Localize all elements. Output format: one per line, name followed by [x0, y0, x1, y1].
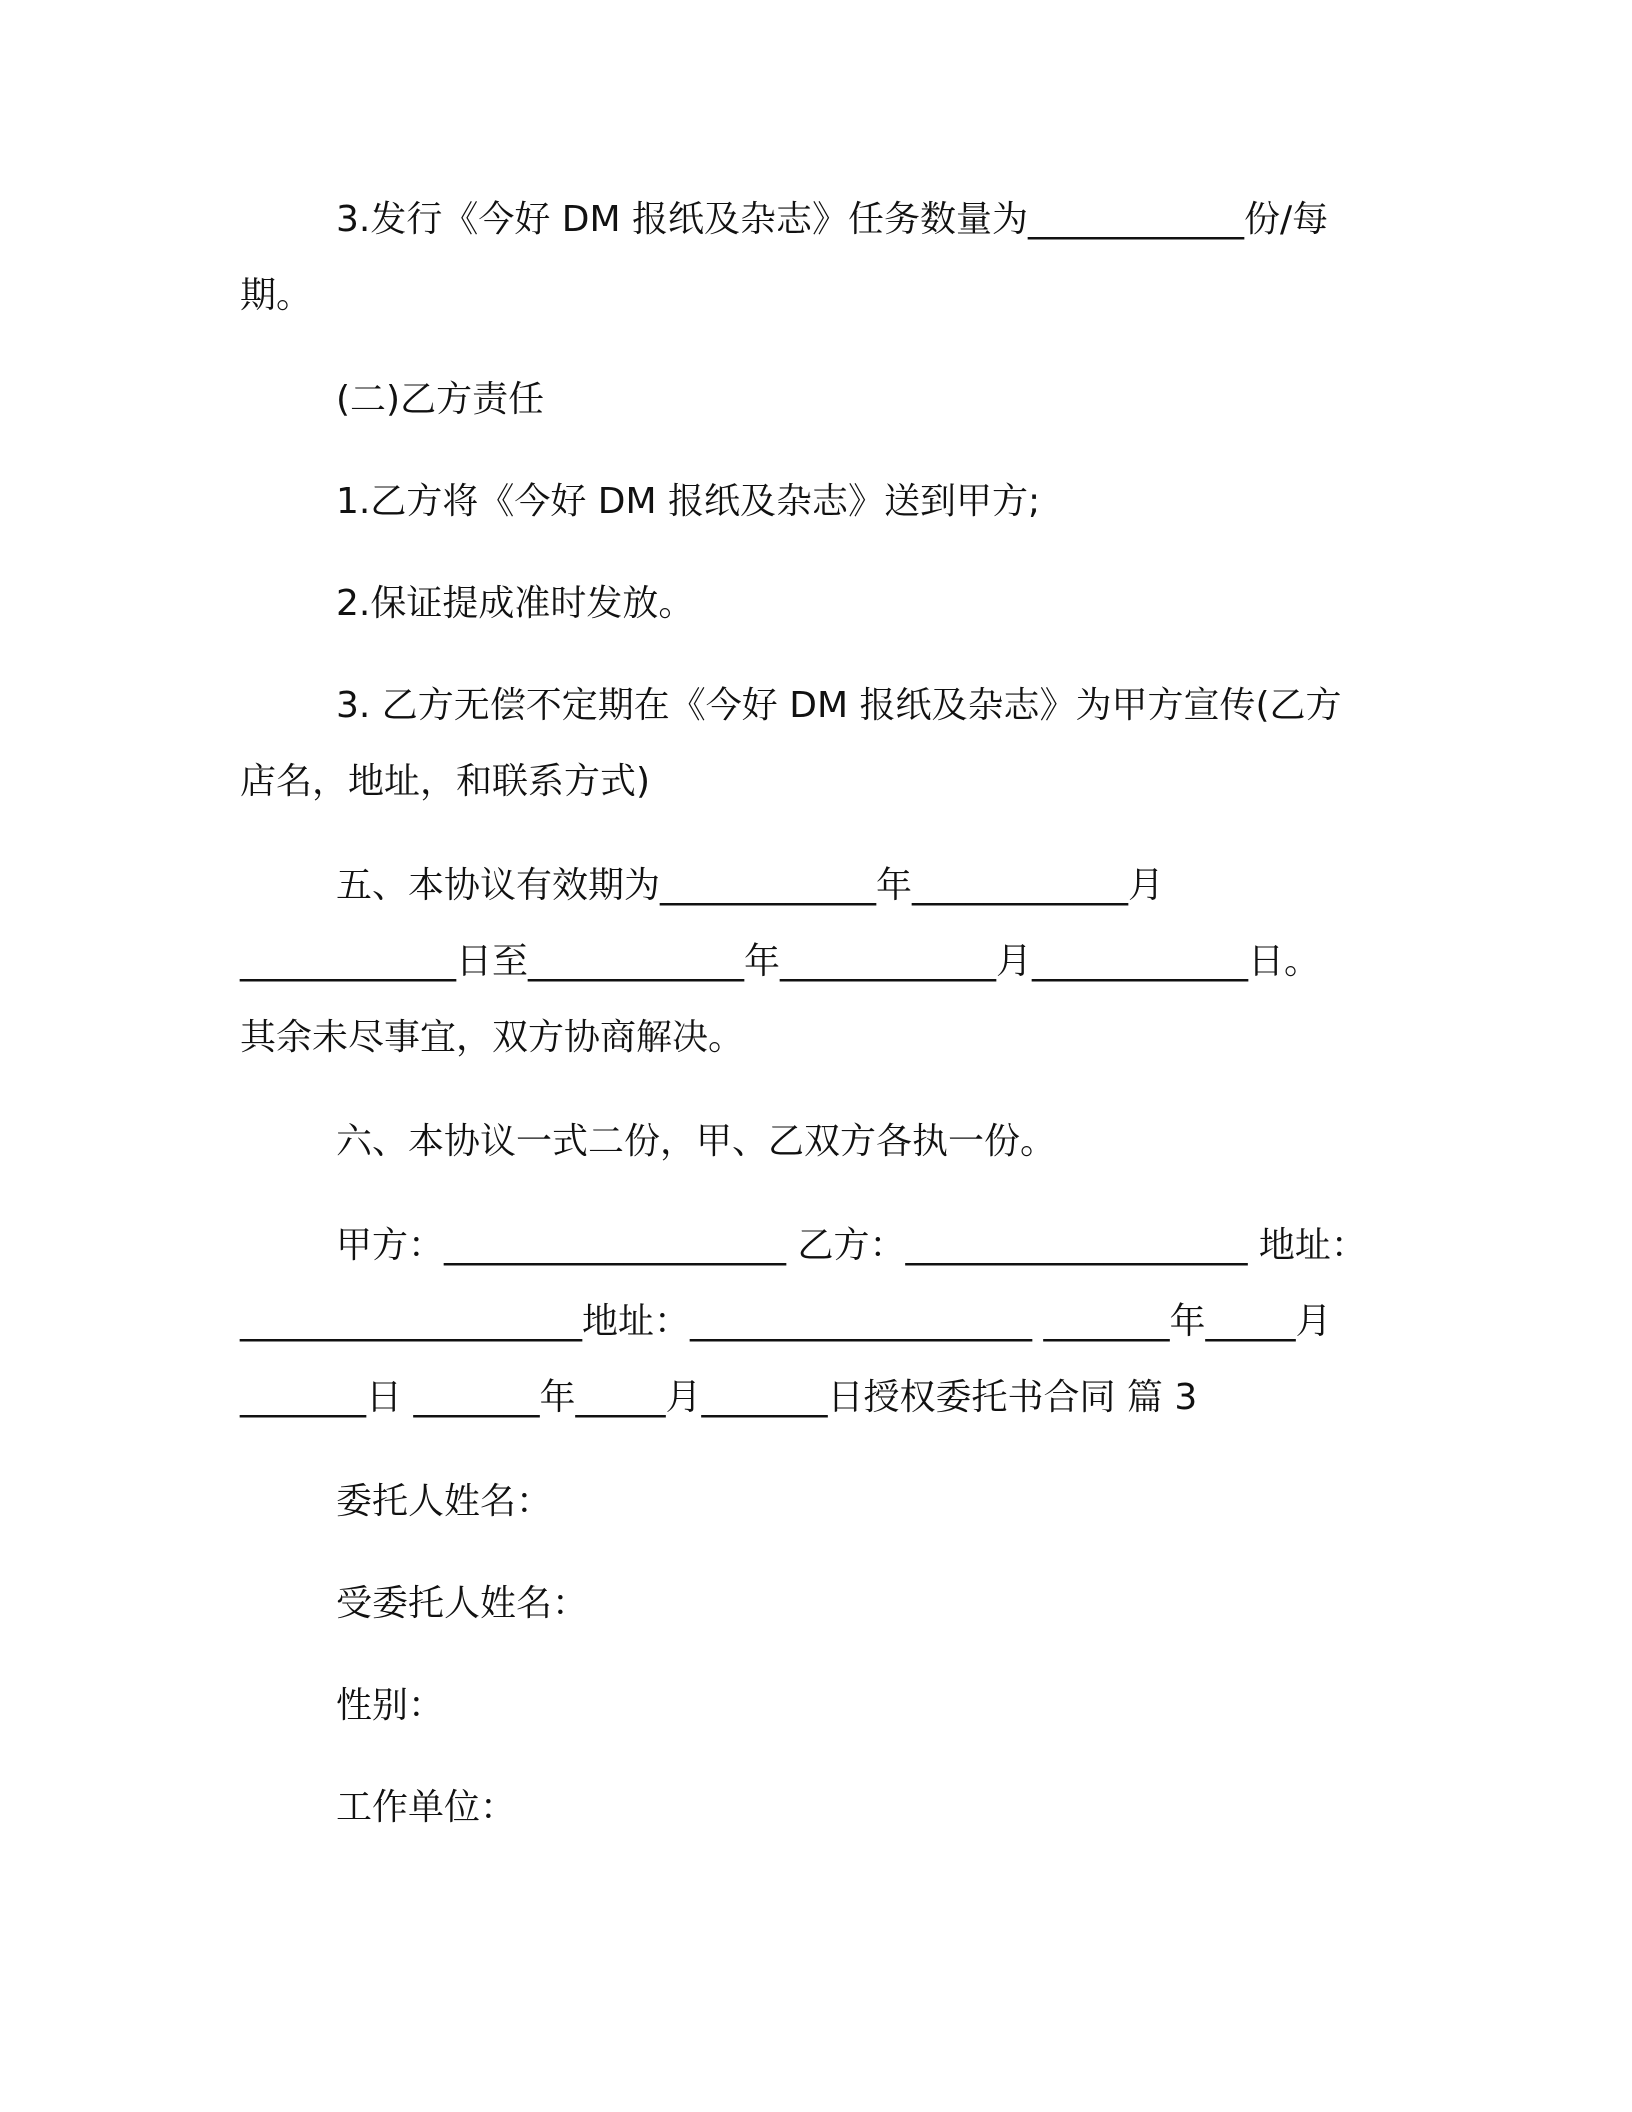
para-line-8: 五、本协议有效期为____________年____________月: [336, 865, 1165, 906]
para-line-5: 2.保证提成准时发放。: [336, 583, 695, 624]
signature-line-2: ___________________地址：___________________ _______年_____月: [240, 1301, 1332, 1342]
para-line-2: 期。: [240, 275, 313, 316]
field-principal-name: 委托人姓名：: [336, 1481, 553, 1522]
field-work-unit: 工作单位：: [336, 1787, 517, 1828]
signature-line-1: 甲方：___________________ 乙方：___________________ 地址：: [336, 1225, 1367, 1266]
signature-line-3: _______日 _______年_____月_______日授权委托书合同 篇 3: [240, 1377, 1198, 1418]
para-line-11: 六、本协议一式二份，甲、乙双方各执一份。: [336, 1121, 1057, 1162]
para-line-10: 其余未尽事宜，双方协商解决。: [240, 1017, 745, 1058]
field-gender: 性别：: [336, 1685, 445, 1726]
field-agent-name: 受委托人姓名：: [336, 1583, 589, 1624]
para-line-9: ____________日至____________年____________月____________日。: [240, 941, 1320, 982]
para-line-1: 3.发行《今好 DM 报纸及杂志》任务数量为____________份/每: [336, 199, 1329, 240]
para-line-7: 店名，地址，和联系方式): [240, 761, 651, 802]
section-heading-party-b: (二)乙方责任: [336, 379, 545, 420]
para-line-4: 1.乙方将《今好 DM 报纸及杂志》送到甲方;: [336, 481, 1041, 522]
para-line-6: 3. 乙方无偿不定期在《今好 DM 报纸及杂志》为甲方宣传(乙方: [336, 685, 1342, 726]
